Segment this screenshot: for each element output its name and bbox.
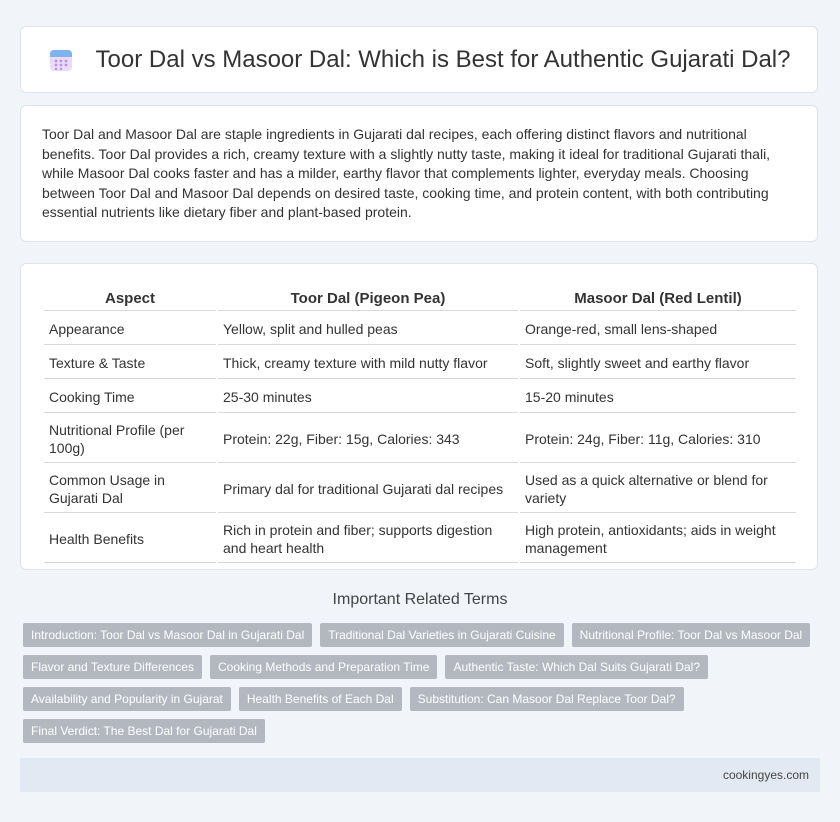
footer <box>20 758 820 792</box>
cell-aspect: Cooking Time <box>44 381 216 413</box>
header-aspect: Aspect <box>44 287 216 311</box>
cell-aspect: Appearance <box>44 313 216 345</box>
header-toor-dal: Toor Dal (Pigeon Pea) <box>218 287 518 311</box>
cell-toor: Primary dal for traditional Gujarati dal recipes <box>218 465 518 513</box>
cell-masoor: 15-20 minutes <box>520 381 796 413</box>
related-term-tag[interactable]: Nutritional Profile: Toor Dal vs Masoor Dal <box>572 623 811 647</box>
table-row <box>44 347 796 379</box>
cell-toor: 25-30 minutes <box>218 381 518 413</box>
cell-aspect: Common Usage in Gujarati Dal <box>44 465 216 513</box>
related-term-tag[interactable]: Final Verdict: The Best Dal for Gujarati Dal <box>23 719 265 743</box>
related-term-tag[interactable]: Introduction: Toor Dal vs Masoor Dal in Gujarati Dal <box>23 623 312 647</box>
comparison-table <box>42 285 798 565</box>
cell-aspect: Health Benefits <box>44 515 216 563</box>
related-term-tag[interactable]: Availability and Popularity in Gujarat <box>23 687 231 711</box>
cell-masoor: Soft, slightly sweet and earthy flavor <box>520 347 796 379</box>
intro-paragraph: Toor Dal and Masoor Dal are staple ingredients in Gujarati dal recipes, each offering distinct flavors and nutritional benefits. Toor Dal provides a rich, creamy texture with a slightly nutty taste, making it ideal for traditional Gujarati thali, while Masoor Dal cooks faster and has a milder, earthy flavor that complements lighter, everyday meals. Choosing between Toor Dal and Masoor Dal depends on desired taste, cooking time, and protein content, with both contributing essential nutrients like dietary fiber and plant-based protein. <box>42 126 771 220</box>
cell-toor: Thick, creamy texture with mild nutty flavor <box>218 347 518 379</box>
related-term-tag[interactable]: Authentic Taste: Which Dal Suits Gujarati Dal? <box>445 655 708 679</box>
related-term-tag[interactable]: Flavor and Texture Differences <box>23 655 202 679</box>
table-row <box>44 465 796 513</box>
related-term-tag[interactable]: Cooking Methods and Preparation Time <box>210 655 437 679</box>
table-row <box>44 415 796 463</box>
page-title: Toor Dal vs Masoor Dal: Which is Best for Authentic Gujarati Dal? <box>95 45 791 73</box>
related-term-tag[interactable]: Substitution: Can Masoor Dal Replace Toor Dal? <box>410 687 684 711</box>
table-header-row <box>44 287 796 311</box>
cell-aspect: Nutritional Profile (per 100g) <box>44 415 216 463</box>
header-masoor-dal: Masoor Dal (Red Lentil) <box>520 287 796 311</box>
footer-site-link[interactable]: cookingyes.com <box>722 768 809 782</box>
cell-toor: Protein: 22g, Fiber: 15g, Calories: 343 <box>218 415 518 463</box>
cell-masoor: Orange-red, small lens-shaped <box>520 313 796 345</box>
comparison-table-card <box>20 263 818 570</box>
table-row <box>44 381 796 413</box>
table-row <box>44 313 796 345</box>
calendar-icon <box>48 47 74 73</box>
cell-masoor: Protein: 24g, Fiber: 11g, Calories: 310 <box>520 415 796 463</box>
cell-toor: Rich in protein and fiber; supports digestion and heart health <box>218 515 518 563</box>
cell-toor: Yellow, split and hulled peas <box>218 313 518 345</box>
related-terms-title: Important Related Terms <box>332 591 508 608</box>
cell-aspect: Texture & Taste <box>44 347 216 379</box>
cell-masoor: High protein, antioxidants; aids in weight management <box>520 515 796 563</box>
intro-card <box>20 105 818 242</box>
cell-masoor: Used as a quick alternative or blend for variety <box>520 465 796 513</box>
related-term-tag[interactable]: Traditional Dal Varieties in Gujarati Cuisine <box>320 623 563 647</box>
related-terms-list <box>23 623 823 743</box>
table-row <box>44 515 796 563</box>
title-card <box>20 26 818 93</box>
related-term-tag[interactable]: Health Benefits of Each Dal <box>239 687 402 711</box>
